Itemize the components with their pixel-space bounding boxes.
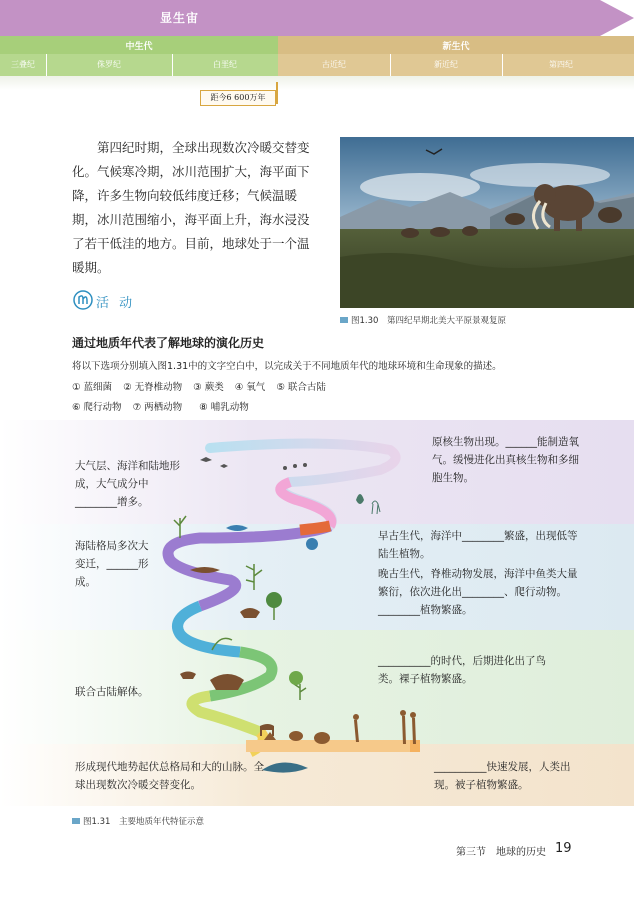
figure-text-right-2: 早古生代，海洋中________繁盛，出现低等陆生植物。 <box>378 530 578 560</box>
header-fade <box>0 76 634 90</box>
period-label: 白垩纪 <box>213 60 237 69</box>
era-label: 中生代 <box>125 42 153 52</box>
figure-caption-text: 主要地质年代特征示意 <box>118 817 204 827</box>
activity-label: 活 动 <box>96 296 136 311</box>
figure-text-left-3: 联合古陆解体。 <box>75 686 149 698</box>
option-list-row-2 <box>72 399 257 413</box>
option-item: ① 蓝细菌 <box>72 382 113 393</box>
option-item: ③ 蕨类 <box>193 382 224 393</box>
page-number: 19 <box>555 841 572 856</box>
era-label: 新生代 <box>442 42 470 52</box>
activity-title: 通过地质年代表了解地球的演化历史 <box>72 336 265 350</box>
figure-text-left-2: 海陆格局多次大变迁，______形成。 <box>75 540 149 588</box>
figure-caption <box>72 815 204 827</box>
eon-arrow <box>600 0 634 36</box>
caption-marker <box>340 317 348 323</box>
option-item: ⑤ 联合古陆 <box>276 382 326 393</box>
mammoth-landscape-image <box>340 137 634 308</box>
figure-text-left-1: 大气层、海洋和陆地形成，大气成分中________增多。 <box>75 460 180 508</box>
photo-caption <box>340 314 506 326</box>
eon-label: 显生宙 <box>160 11 200 25</box>
activity-icon <box>72 289 94 315</box>
footer-section-title: 第三节 地球的历史 <box>456 847 546 858</box>
photo-caption-number: 图1.30 <box>351 316 379 326</box>
era-header-cenozoic <box>278 36 634 54</box>
option-item: ⑦ 两栖动物 <box>132 402 183 413</box>
period-label: 三叠纪 <box>11 60 35 69</box>
option-item: ⑥ 爬行动物 <box>72 402 122 413</box>
photo-caption-text: 第四纪早期北美大平原景观复原 <box>386 316 506 326</box>
option-item: ④ 氧气 <box>234 382 266 393</box>
option-item: ② 无脊椎动物 <box>123 382 183 393</box>
figure-text-right-5: __________快速发展，人类出现。被子植物繁盛。 <box>434 761 571 791</box>
intro-paragraph: 第四纪时期，全球出现数次冷暖交替变化。气候寒冷期，冰川范围扩大，海平面下降，许多生物向较低纬度迁移；气候温暖期，冰川范围缩小，海平面上升，海水浸没了若干低洼的地方。目前，地球处于一个温暖期。 <box>72 140 310 275</box>
figure-text-right-3: 晚古生代，脊椎动物发展，海洋中鱼类大量繁衍，依次进化出________、爬行动物。________植物繁盛。 <box>378 568 578 616</box>
option-list-row-1 <box>72 379 334 393</box>
activity-instruction: 将以下选项分别填入图1.31中的文字空白中，以完成关于不同地质年代的地球环境和生命现象的描述。 <box>72 361 502 372</box>
figure-caption-number: 图1.31 <box>83 817 111 827</box>
period-label: 古近纪 <box>322 60 346 69</box>
period-label: 侏罗纪 <box>97 60 121 69</box>
period-label: 新近纪 <box>434 60 458 69</box>
time-marker: 距今6 600万年 <box>200 90 276 106</box>
era-header-mesozoic <box>0 36 278 54</box>
period-label: 第四纪 <box>549 60 573 69</box>
figure-text-left-4: 形成现代地势起伏总格局和大的山脉。全球出现数次冷暖交替变化。 <box>75 761 264 791</box>
figure-text-right-1: 原核生物出现。______能制造氧气。缓慢进化出真核生物和多细胞生物。 <box>432 436 579 484</box>
time-marker-tick <box>276 82 278 104</box>
figure-text-right-4: __________的时代，后期进化出了鸟类。裸子植物繁盛。 <box>378 655 546 685</box>
eon-bar <box>0 0 600 36</box>
caption-marker <box>72 818 80 824</box>
option-item: ⑧ 哺乳动物 <box>199 402 249 413</box>
